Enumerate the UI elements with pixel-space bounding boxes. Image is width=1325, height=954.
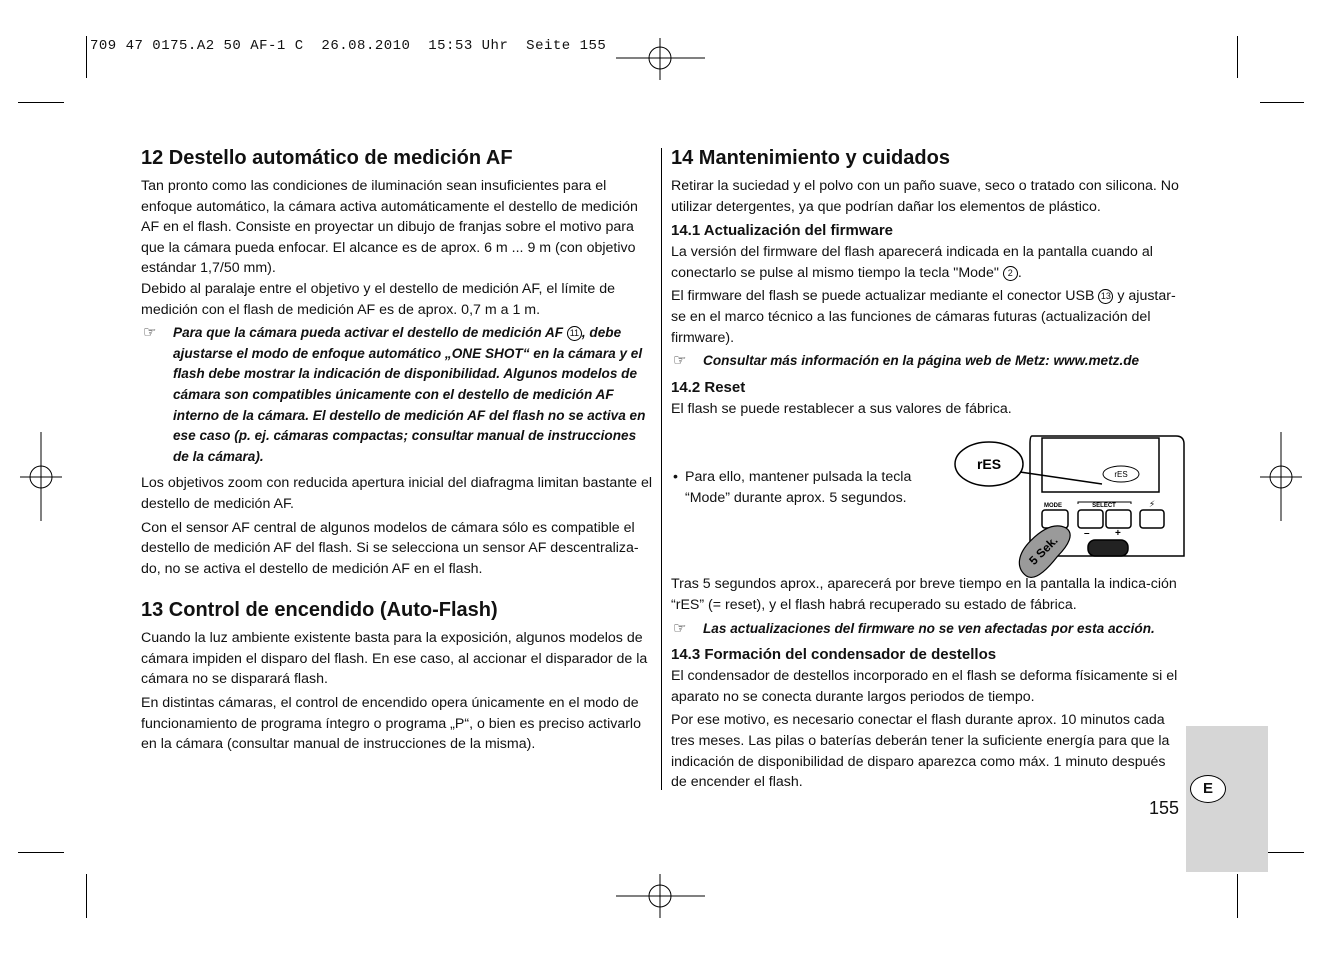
pointing-hand-icon: ☞ xyxy=(673,352,687,370)
bullet-dot: • xyxy=(673,469,678,486)
section-14-3-title: 14.3 Formación del condensador de destellos xyxy=(671,646,997,664)
page-number: 155 xyxy=(1149,798,1180,818)
section-14-3-para-1: El condensador de destellos incorporado en el flash se deforma físicamente si el aparato no se conecta durante largos periodos de tiempo. xyxy=(671,668,1178,705)
section-14-1-para-2: El firmware del flash se puede actualizar mediante el conector USB 13 y ajustar-se en el marco técnico a las funciones de cámaras futuras (actualización del firmware). xyxy=(671,288,1176,346)
section-14-2-para-1: El flash se puede restablecer a sus valores de fábrica. xyxy=(671,400,1012,417)
section-12-para-3: Los objetivos zoom con reducida apertura inicial del diafragma limitan bastante el destello de medición AF. xyxy=(141,475,653,512)
section-12-note xyxy=(141,323,654,467)
callout-label: rES xyxy=(976,456,1002,472)
mode-button xyxy=(1042,510,1068,528)
section-13-para-2: En distintas cámaras, el control de encendido opera únicamente en el modo de funcionamiento de programa íntegro o programa „P“, o bien es preciso activarlo en la cámara (consultar manual de instrucciones de la misma). xyxy=(141,695,641,753)
section-14-3-para-2: Por ese motivo, es necesario conectar el flash durante aprox. 10 minutos cada tres meses. Las pilas o baterías deberán tener la suficiente energía para que la indicación de disponibilidad de disparo aparezca como máx. 1 minuto después de encender el flash. xyxy=(671,712,1170,791)
section-12-para-4: Con el sensor AF central de algunos modelos de cámara sólo es compatible el destello de medición AF del flash. Si se selecciona un sensor AF descentraliza-do, no se activa el destello de medición AF en el flash. xyxy=(141,519,639,577)
flash-button xyxy=(1140,510,1164,528)
language-tab-label: E xyxy=(1190,775,1226,803)
section-14-2-para-2: Tras 5 segundos aprox., aparecerá por breve tiempo en la pantalla la indica-ción “rES” (= reset), y el flash habrá recuperado su estado de fábrica. xyxy=(671,576,1177,613)
pointing-hand-icon: ☞ xyxy=(143,324,157,342)
select-right-button xyxy=(1106,510,1131,528)
mode-label: MODE xyxy=(1044,503,1062,509)
section-14-1-note: ☞ Consultar más información en la página web de Metz: www.metz.de xyxy=(671,351,1183,372)
note-text: Para que la cámara pueda activar el destello de medición AF xyxy=(173,325,567,341)
note-text: , debe ajustarse el modo de enfoque automático „ONE SHOT“ en la cámara y el flash debe mostrar la indicación de disponibilidad. Algunos modelos de cámara son compatibles únicamente con el destello de medición AF interno de la cámara. El destello de medición AF del flash no se activa en ese caso (p. ej. cámaras compactas; consultar manual de instrucciones de la cámara). xyxy=(173,325,646,464)
callout-leader xyxy=(1020,472,1102,484)
section-12-title: 12 Destello automático de medición AF xyxy=(141,147,513,169)
pointing-hand-icon: ☞ xyxy=(673,619,687,637)
section-14-1-title: 14.1 Actualización del firmware xyxy=(671,222,894,240)
power-switch xyxy=(1088,540,1128,556)
section-14-2-note: ☞ Las actualizaciones del firmware no se ven afectadas por esta acción. xyxy=(671,619,1183,640)
section-13-title: 13 Control de encendido (Auto-Flash) xyxy=(141,599,498,622)
section-14-2-title: 14.2 Reset xyxy=(671,378,746,396)
lightning-icon: ⚡ xyxy=(1148,500,1156,510)
plus-label: + xyxy=(1115,528,1121,539)
flash-back-panel-illustration xyxy=(950,432,1190,580)
print-slug: 709 47 0175.A2 50 AF-1 C 26.08.2010 15:53 Uhr Seite 155 xyxy=(90,38,607,54)
section-14-para-1: Retirar la suciedad y el polvo con un paño suave, seco o tratado con silicona. No utilizar detergentes, ya que podrían dañar los elementos de plástico. xyxy=(671,178,1179,215)
select-label: SELECT xyxy=(1092,503,1116,509)
display-text: rES xyxy=(1114,470,1128,479)
reset-bullet: • Para ello, mantener pulsada la tecla “Mode” durante aprox. 5 segundos. xyxy=(673,469,912,506)
select-left-button xyxy=(1078,510,1103,528)
minus-label: – xyxy=(1084,528,1090,539)
section-14-1-para-1: La versión del firmware del flash aparecerá indicada en la pantalla cuando al conectarlo se pulse al mismo tiempo la tecla "Mode" 2 . xyxy=(671,244,1153,281)
section-12-para-2: Debido al paralaje entre el objetivo y el destello de medición AF, el límite de medición con el flash de medición AF es de aprox. 0,7 m a 1 m. xyxy=(141,280,615,318)
section-12-para-1: Tan pronto como las condiciones de iluminación sean insuficientes para el enfoque automático, la cámara activa automáticamente el destello de medición AF en el flash. Consiste en proyectar un dibujo de franjas sobre el motivo para que la cámara pueda enfocar. El alcance es de aprox. 6 m ... 9 m (con objetivo estándar 1,7/50 mm). xyxy=(141,178,638,277)
circled-number: 2 xyxy=(1003,266,1018,281)
section-14-title: 14 Mantenimiento y cuidados xyxy=(671,147,950,169)
section-13-para-1: Cuando la luz ambiente existente basta para la exposición, algunos modelos de cámara impiden el disparo del flash. En ese caso, al accionar el disparador de la cámara no se disparará flash. xyxy=(141,630,648,688)
press-hand-icon xyxy=(1011,516,1077,580)
timer-label: 5 Sek. xyxy=(1026,533,1061,568)
circled-number: 13 xyxy=(1098,289,1113,304)
circled-number: 11 xyxy=(567,326,582,341)
left-column xyxy=(141,146,654,758)
